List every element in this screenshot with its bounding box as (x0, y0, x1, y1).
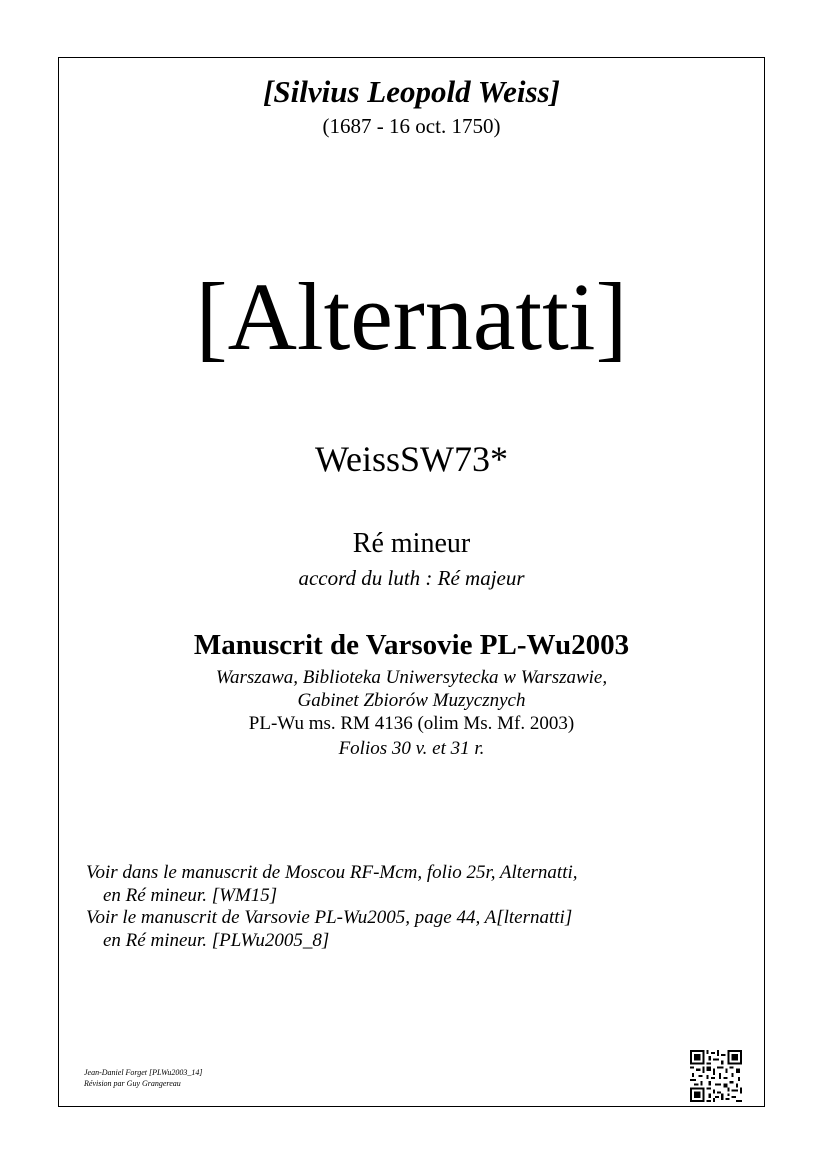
composer-dates: (1687 - 16 oct. 1750) (322, 114, 501, 138)
credit-revision: Révision par Guy Grangereau (84, 1079, 181, 1088)
piece-title: [Alternatti] (195, 263, 628, 370)
note-line: en Ré mineur. [WM15] (103, 884, 278, 906)
library-line-1: Warszawa, Biblioteka Uniwersytecka w Warszawie, (215, 667, 608, 688)
note-line: en Ré mineur. [PLWu2005_8] (103, 929, 330, 951)
concordance-notes (86, 862, 726, 952)
note-line: Voir dans le manuscrit de Moscou RF-Mcm, folio 25r, Alternatti, (86, 862, 578, 883)
key-signature: Ré mineur (352, 528, 471, 559)
composer-name: [Silvius Leopold Weiss] (263, 74, 560, 109)
lute-tuning: accord du luth : Ré majeur (298, 566, 525, 590)
credit-author: Jean-Daniel Forget [PLWu2003_14] (84, 1068, 203, 1077)
note-line: Voir le manuscrit de Varsovie PL-Wu2005, page 44, A[lternatti] (86, 907, 573, 928)
shelfmark: PL-Wu ms. RM 4136 (olim Ms. Mf. 2003) (248, 713, 575, 734)
credits (84, 1067, 203, 1089)
manuscript-name: Manuscrit de Varsovie PL-Wu2003 (193, 629, 630, 661)
folios: Folios 30 v. et 31 r. (338, 738, 485, 759)
qr-code-icon (690, 1050, 742, 1102)
library-line-2: Gabinet Zbiorów Muzycznych (297, 690, 526, 711)
catalog-number: WeissSW73* (314, 439, 509, 479)
